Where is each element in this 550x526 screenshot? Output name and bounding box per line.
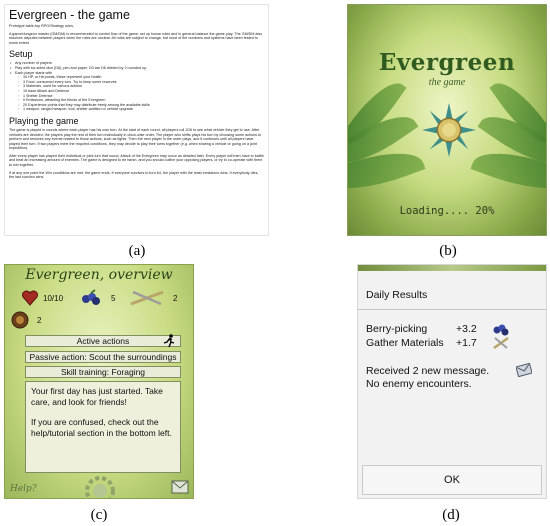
caption-a: (a) (128, 243, 146, 259)
passive-action-button[interactable]: Passive action: Scout the surroundings (25, 351, 181, 363)
caption-b: (b) (439, 243, 457, 259)
playing-heading: Playing the game (9, 115, 79, 126)
daily-results-title: Daily Results (366, 289, 428, 301)
result-label: Berry-picking (366, 323, 428, 335)
document-intro: A game/dungeon master (GM/DM) is recommended to control flow of the game, set up house rules and in general balance the game play. The GM/DM also resolves disputes between players when the rules are unclear. All rules are subject to change, but most of the numbers and systems have been tested to some extent (9, 31, 263, 45)
health-value: 10/10 (43, 294, 64, 303)
stats-row (21, 289, 191, 309)
berries-value: 5 (111, 294, 116, 303)
setup-subitem: ◦ 3 Food, consumed every turn. Try to keep some reserves (9, 80, 264, 85)
daily-results-panel (357, 264, 547, 499)
game-logo-title: Evergreen (378, 49, 516, 76)
setup-subitem: ◦ 10 HP, or Hit points, these represent your health (9, 75, 264, 80)
result-row (366, 337, 542, 351)
setup-subitem: ◦ 10 base Attack and Defense (9, 89, 264, 94)
encounter-notice: No enemy encounters. (366, 378, 472, 390)
tools-icon (127, 289, 167, 307)
ok-button[interactable]: OK (362, 465, 542, 495)
playing-paragraph: If at any one point the Win conditions are met, the game ends. If everyone survives to turn 64, the player with the least emissions wins. If everybody dies, the last survivor wins. (9, 170, 259, 180)
mail-icon[interactable] (171, 480, 189, 494)
playing-paragraph: After every player has played their individual or joint turn that round, Attack of the Evergreen may occur as detailed later. Every player will then have to battle and beat an increasing amount of enemies. The game is designed to be harsh, and you should outlive your opposing players, or try to co-operate with them to win together. (9, 153, 264, 168)
result-row (366, 323, 542, 337)
welcome-message: Your first day has just started. Take care, and look for friends! (31, 386, 163, 407)
setup-item: • Any number of players (9, 61, 264, 66)
active-actions-button[interactable] (25, 335, 181, 347)
materials-value: 2 (173, 294, 178, 303)
sun-emblem-icon (420, 101, 478, 159)
messages-summary (366, 365, 536, 391)
loading-status: Loading.... 20% (399, 205, 495, 217)
shield-icon (11, 311, 29, 329)
envelope-icon (516, 363, 532, 377)
game-logo-subtitle: the game (428, 77, 466, 88)
background-strip (358, 265, 546, 271)
document-title: Evergreen - the game (9, 8, 130, 22)
help-hint-message: If you are confused, check out the help/tutorial section in the bottom left. (31, 417, 172, 438)
setup-subitem: ◦ 20 Experience points that they may distribute freely among the available skills (9, 103, 264, 108)
active-actions-label: Active actions (76, 336, 130, 346)
result-value: +3.2 (456, 323, 477, 335)
message-box (25, 381, 181, 473)
heart-icon (21, 289, 39, 307)
rules-document-panel (4, 4, 269, 236)
setup-list (9, 61, 264, 112)
setup-subitem: ◦ 0 Emissions, attracting the fiends of the Evergreen (9, 98, 264, 103)
shelter-value: 2 (37, 316, 42, 325)
loading-screen-panel (347, 4, 547, 236)
caption-d: (d) (442, 507, 460, 523)
berry-icon (492, 322, 510, 336)
runner-icon (162, 334, 176, 348)
playing-paragraph: The game is played in rounds where each player has his own turn. At the start of each round, all players roll 1D6 to see what vehicle they get to use. After vehicles are decided, the players play the rest of their turn individually in clock-wise order. The player who shifts plays his turn by choosing some actions to perform and resolves any events related to those actions, such as fights. Then the next player in the order plays, and it continues until all players have played their turn. If two players meet the required conditions, they may decide to play their turns together (e.g. when sharing a vehicle or going on a joint expedition). (9, 127, 262, 151)
skill-training-button[interactable]: Skill training: Foraging (25, 366, 181, 378)
shelter-row (11, 311, 71, 331)
setup-item: • Each player starts with (9, 71, 264, 76)
new-message-notice: Received 2 new message. (366, 365, 490, 377)
setup-item: • Play with six-sided dice (D6), pen and paper. D3 are D6 divided by 2 rounded up. (9, 66, 264, 71)
result-value: +1.7 (456, 337, 477, 349)
setup-subitem: ◦ 3 Materials, used for various actions (9, 84, 264, 89)
overview-title: Evergreen, overview (25, 267, 173, 283)
tools-icon (492, 336, 510, 350)
document-subtitle: Prototype table-top RPG/Strategy rules. (9, 24, 74, 28)
setup-heading: Setup (9, 49, 33, 60)
result-label: Gather Materials (366, 337, 444, 349)
setup-subitem: ◦ 1 Shelter Defense (9, 94, 264, 99)
berry-icon (79, 289, 103, 307)
help-button[interactable]: Help? (10, 484, 37, 494)
setup-subitem: ◦ 1 weapon, ranged weapon, tool, shelter addition or vehicle upgrade (9, 107, 264, 112)
overview-panel (4, 264, 194, 499)
gear-icon[interactable] (83, 474, 117, 499)
divider (358, 309, 546, 310)
caption-c: (c) (90, 507, 108, 523)
